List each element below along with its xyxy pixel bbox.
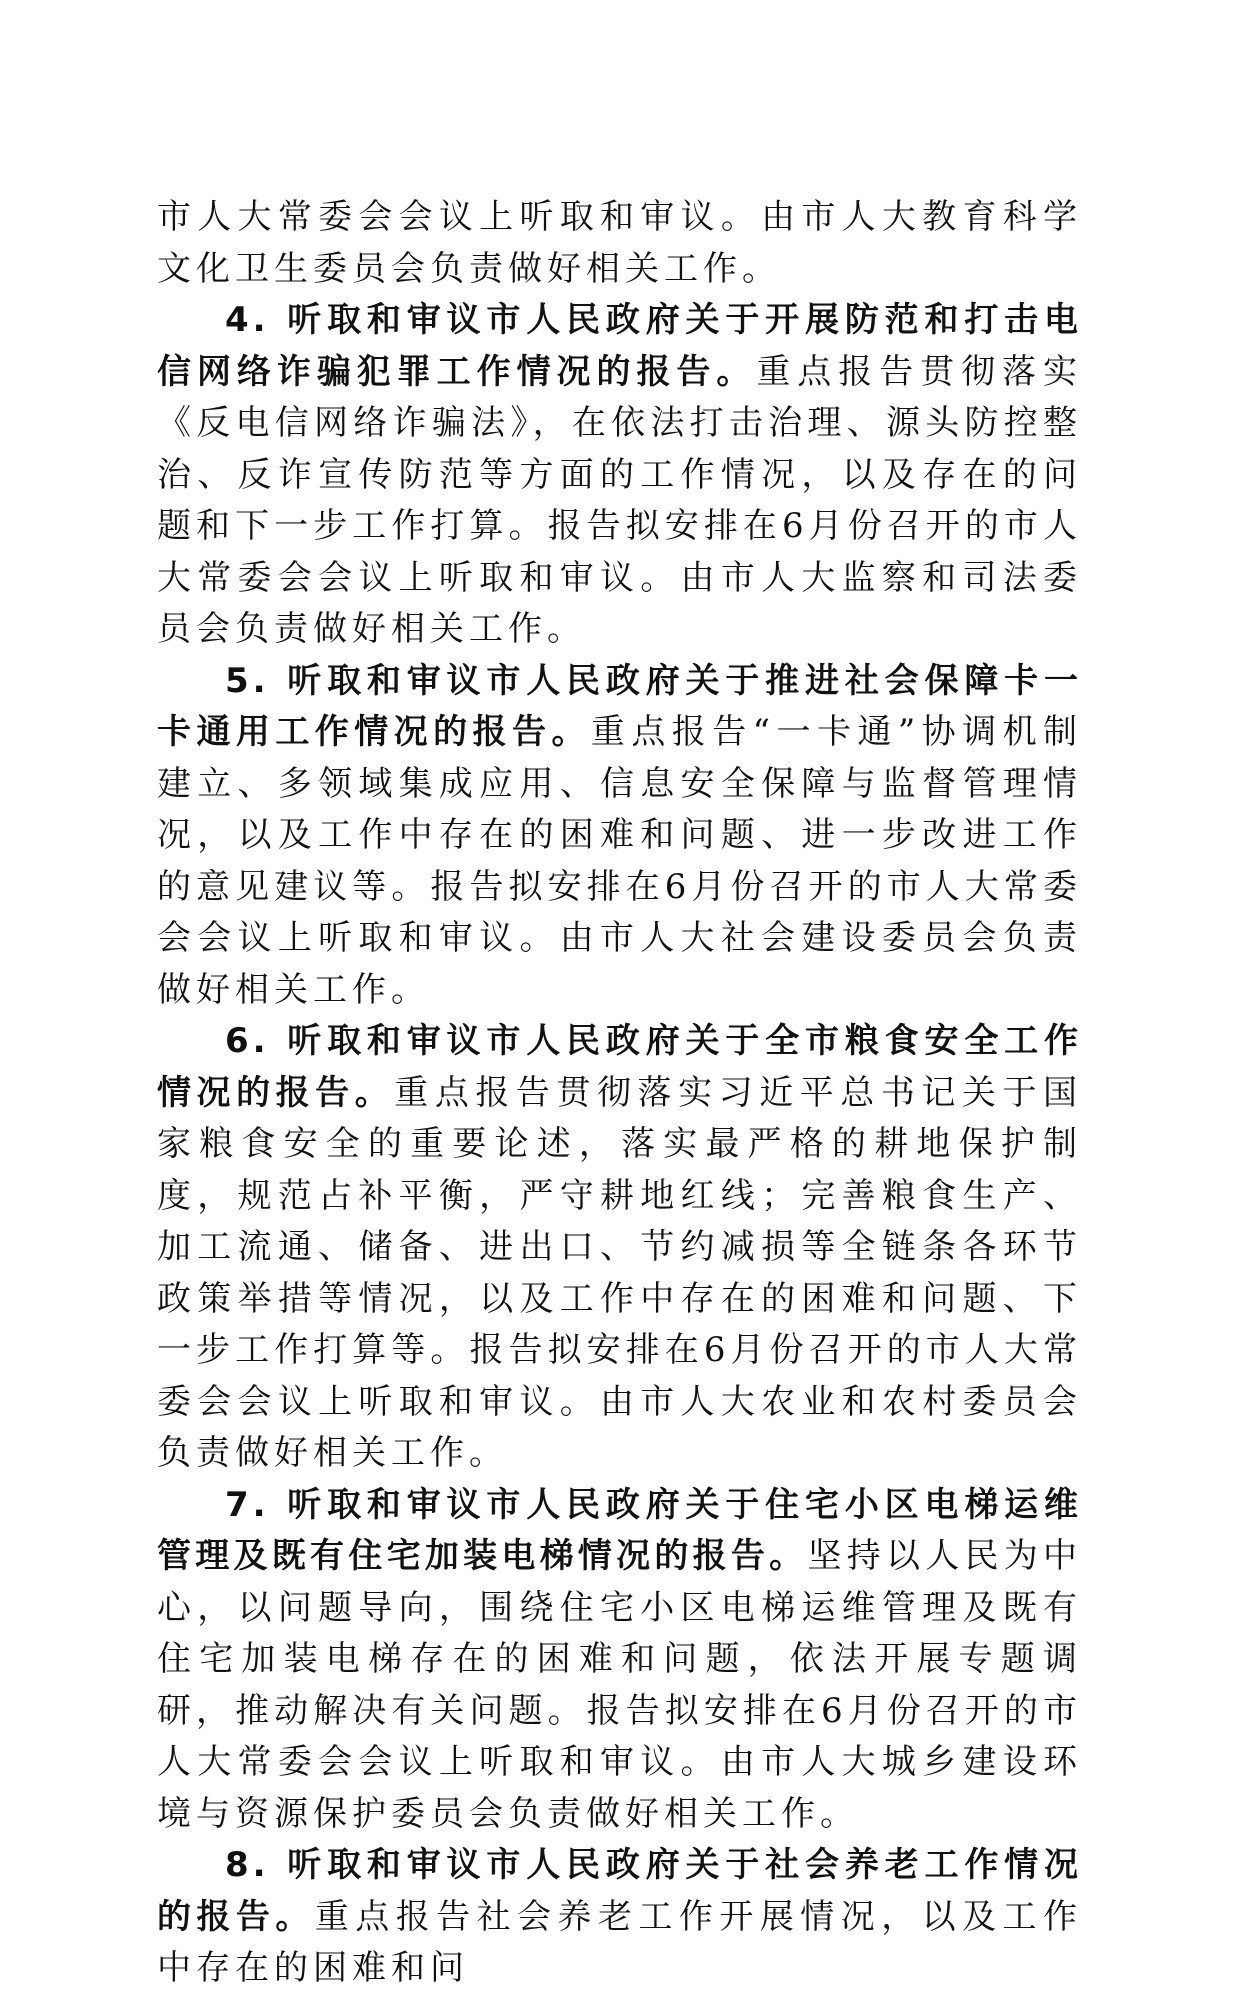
item-8-heading: 8. 听取和审议市人民政府关于社会养老工作情况的报告。	[157, 1845, 1082, 1937]
opening-paragraph: 市人大常委会会议上听取和审议。由市人大教育科学文化卫生委员会负责做好相关工作。	[157, 197, 1082, 289]
item-6-paragraph	[157, 1016, 1082, 1480]
item-4-heading: 4. 听取和审议市人民政府关于开展防范和打击电信网络诈骗犯罪工作情况的报告。	[157, 300, 1082, 392]
document-page	[157, 192, 1082, 1995]
item-6-heading: 6. 听取和审议市人民政府关于全市粮食安全工作情况的报告。	[157, 1021, 1082, 1113]
item-4-paragraph	[157, 295, 1082, 656]
item-8-body: 重点报告社会养老工作开展情况，以及工作中存在的困难和问	[157, 1896, 1083, 1988]
item-7-heading: 7. 听取和审议市人民政府关于住宅小区电梯运维管理及既有住宅加装电梯情况的报告。	[157, 1484, 1082, 1576]
item-5-paragraph	[157, 656, 1082, 1017]
item-4-body: 重点报告贯彻落实《反电信网络诈骗法》，在依法打击治理、源头防控整治、反诈宣传防范等方面的工作情况，以及存在的问题和下一步工作打算。报告拟安排在6月份召开的市人大常委会会议上听取和审议。由市人大监察和司法委员会负责做好相关工作。	[157, 351, 1083, 649]
item-7-body: 坚持以人民为中心，以问题导向，围绕住宅小区电梯运维管理及既有住宅加装电梯存在的困难和问题，依法开展专题调研，推动解决有关问题。报告拟安排在6月份召开的市人大常委会会议上听取和审议。由市人大城乡建设环境与资源保护委员会负责做好相关工作。	[157, 1536, 1083, 1834]
item-8-paragraph	[157, 1840, 1082, 1995]
item-5-heading: 5. 听取和审议市人民政府关于推进社会保障卡一卡通用工作情况的报告。	[157, 660, 1082, 752]
item-7-paragraph	[157, 1480, 1082, 1841]
item-6-body: 重点报告贯彻落实习近平总书记关于国家粮食安全的重要论述，落实最严格的耕地保护制度，规范占补平衡，严守耕地红线；完善粮食生产、加工流通、储备、进出口、节约减损等全链条各环节政策举措等情况，以及工作中存在的困难和问题、下一步工作打算等。报告拟安排在6月份召开的市人大常委会会议上听取和审议。由市人大农业和农村委员会负责做好相关工作。	[157, 1072, 1083, 1473]
item-5-body: 重点报告“一卡通”协调机制建立、多领域集成应用、信息安全保障与监督管理情况，以及工作中存在的困难和问题、进一步改进工作的意见建议等。报告拟安排在6月份召开的市人大常委会会议上听取和审议。由市人大社会建设委员会负责做好相关工作。	[157, 712, 1083, 1010]
